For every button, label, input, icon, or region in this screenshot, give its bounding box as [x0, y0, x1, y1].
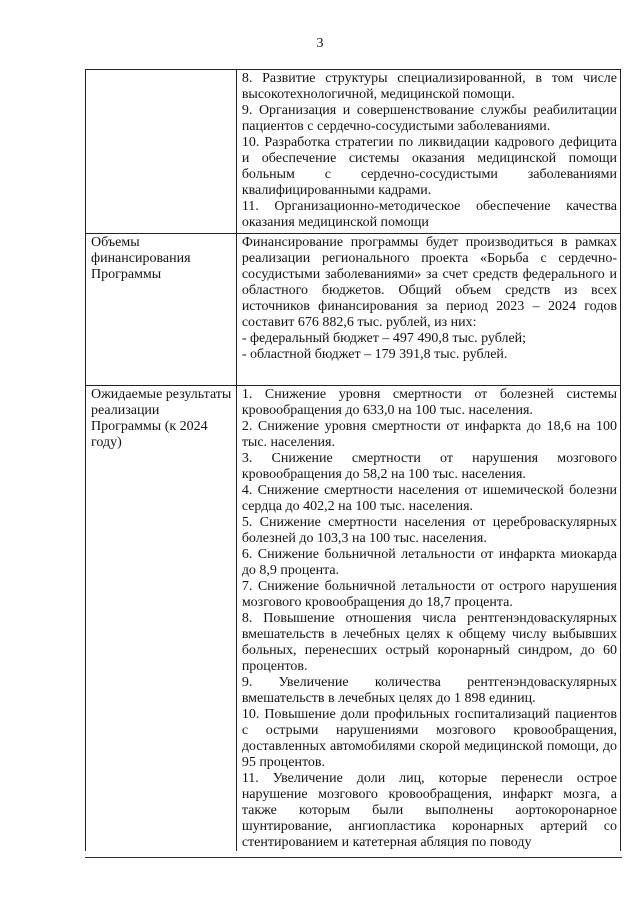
funding-regional-budget: - областной бюджет – 179 391,8 тыс. рублей. [241, 347, 508, 362]
page-number: 3 [316, 36, 324, 51]
table-bottom-border [85, 857, 622, 858]
table-row-expected-results [86, 386, 621, 852]
program-passport-table [85, 69, 621, 851]
table-row-funding [86, 234, 621, 386]
row-value-cell [236, 234, 620, 386]
result-item-6: 6. Снижение больничной летальности от инфаркта миокарда до 8,9 процента. [241, 547, 617, 578]
row-label-cell [86, 234, 237, 386]
row-label-cell [86, 386, 237, 852]
result-item-11: 11. Увеличение доли лиц, которые перенесли острое нарушение мозгового кровообращения, инфаркт мозга, а также которым были выполнены аортокоронарное шунтирование, ангиопластика коронарных артерий со стентированием и катетерная абляция по поводу [241, 771, 617, 850]
row-value-cell [236, 386, 620, 852]
task-item-11: 11. Организационно-методическое обеспечение качества оказания медицинской помощи [241, 199, 617, 230]
result-item-9: 9. Увеличение количества рентгенэндоваскулярных вмешательств в лечебных целях до 1 898 единиц. [241, 675, 617, 706]
result-item-3: 3. Снижение смертности от нарушения мозгового кровообращения до 58,2 на 100 тыс. населения. [241, 451, 617, 482]
result-item-5: 5. Снижение смертности населения от цереброваскулярных болезней до 103,3 на 100 тыс. населения. [241, 515, 617, 546]
table-row-tasks-continued [86, 70, 621, 234]
task-item-9: 9. Организация и совершенствование службы реабилитации пациентов с сердечно-сосудистыми заболеваниями. [241, 103, 617, 134]
result-item-2: 2. Снижение уровня смертности от инфаркта до 18,6 на 100 тыс. населения. [241, 419, 617, 450]
result-item-1: 1. Снижение уровня смертности от болезней системы кровообращения до 633,0 на 100 тыс. населения. [241, 387, 617, 418]
row-label-cell [86, 70, 237, 234]
task-item-10: 10. Разработка стратегии по ликвидации кадрового дефицита и обеспечение системы оказания медицинской помощи больным с сердечно-сосудистыми заболеваниями квалифицированными кадрами. [241, 135, 617, 198]
row-value-cell [236, 70, 620, 234]
result-item-7: 7. Снижение больничной летальности от острого нарушения мозгового кровообращения до 18,7 процента. [241, 579, 617, 610]
page-bottom-margin [0, 858, 640, 912]
result-item-10: 10. Повышение доли профильных госпитализаций пациентов с острыми нарушениями мозгового кровообращения, доставленных автомобилями скорой медицинской помощи, до 95 процентов. [241, 707, 617, 770]
result-item-8: 8. Повышение отношения числа рентгенэндоваскулярных вмешательств в лечебных целях к общему числу выбывших больных, перенесших острый коронарный синдром, до 60 процентов. [241, 611, 617, 674]
result-item-4: 4. Снижение смертности населения от ишемической болезни сердца до 402,2 на 100 тыс. населения. [241, 483, 617, 514]
task-item-8: 8. Развитие структуры специализированной, в том числе высокотехнологичной, медицинской помощи. [241, 71, 617, 102]
funding-label: Объемы финансирования Программы [91, 235, 191, 282]
funding-description: Финансирование программы будет производиться в рамках реализации регионального проекта «Борьба с сердечно-сосудистыми заболеваниями» за счет средств федерального и областного бюджетов. Общий объем средств из всех источников финансирования за период 2023 – 2024 годов составит 676 882,6 тыс. рублей, из них: [241, 235, 617, 330]
funding-federal-budget: - федеральный бюджет – 497 490,8 тыс. рублей; [241, 331, 527, 346]
results-label: Ожидаемые результаты реализации Программы (к 2024 году) [91, 387, 232, 450]
